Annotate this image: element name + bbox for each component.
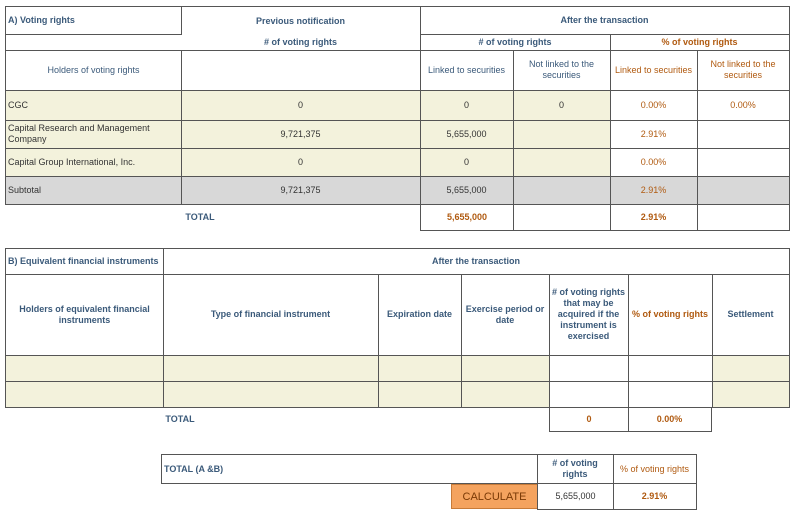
settlement-cell[interactable] [712, 381, 790, 408]
linked-pct-cell: 0.00% [610, 90, 698, 121]
section-b-total-label: TOTAL [165, 414, 195, 424]
settlement-cell[interactable] [712, 355, 790, 382]
section-a-total-not-linked [513, 204, 611, 231]
eq-holder-cell[interactable] [5, 355, 164, 382]
num-rights-acquired-header: # of voting rights that may be acquired if the instrument is exercised [549, 274, 629, 356]
linked-pct-cell: 2.91% [610, 120, 698, 149]
section-b-total-num: 0 [549, 407, 629, 432]
type-instrument-cell[interactable] [163, 381, 379, 408]
section-a-total-linked: 5,655,000 [420, 204, 514, 231]
exercise-period-cell[interactable] [461, 355, 550, 382]
settlement-header: Settlement [712, 274, 790, 356]
type-instrument-header: Type of financial instrument [163, 274, 379, 356]
linked-header: Linked to securities [420, 50, 514, 91]
num-rights-cell [549, 355, 629, 382]
holder-cell: CGC [5, 90, 182, 121]
eq-pct-cell [628, 355, 713, 382]
num-rights-cell [549, 381, 629, 408]
exercise-period-cell[interactable] [461, 381, 550, 408]
not-linked-pct-cell [697, 148, 790, 177]
subtotal-linked: 5,655,000 [420, 176, 514, 205]
eq-pct-cell [628, 381, 713, 408]
exercise-period-header: Exercise period or date [461, 274, 550, 356]
prev-blank-header [181, 50, 421, 91]
total-ab-pct: 2.91% [613, 483, 697, 510]
expiration-date-cell[interactable] [378, 381, 462, 408]
expiration-date-cell[interactable] [378, 355, 462, 382]
eq-pct-voting-rights-header: % of voting rights [628, 274, 713, 356]
linked-pct-header: Linked to securities [610, 50, 698, 91]
after-pct-voting-rights-header: % of voting rights [610, 34, 790, 51]
after-transaction-header: After the transaction [420, 6, 790, 35]
section-b-title: B) Equivalent financial instruments [5, 248, 164, 275]
subtotal-label: Subtotal [5, 176, 182, 205]
not-linked-value-cell[interactable]: 0 [513, 90, 611, 121]
not-linked-pct-header: Not linked to the securities [697, 50, 790, 91]
type-instrument-cell[interactable] [163, 355, 379, 382]
section-a-total-label: TOTAL [185, 212, 215, 222]
prev-value-cell[interactable]: 0 [181, 148, 421, 177]
calculate-button[interactable]: CALCULATE [451, 484, 538, 509]
not-linked-pct-cell: 0.00% [697, 90, 790, 121]
not-linked-header: Not linked to the securities [513, 50, 611, 91]
total-ab-num: 5,655,000 [537, 483, 614, 510]
previous-notification-header: Previous notification [181, 6, 421, 35]
subtotal-prev: 9,721,375 [181, 176, 421, 205]
linked-value-cell[interactable]: 5,655,000 [420, 120, 514, 149]
expiration-date-header: Expiration date [378, 274, 462, 356]
blank-header [5, 34, 182, 51]
linked-pct-cell: 0.00% [610, 148, 698, 177]
holder-cell: Capital Research and Management Company [5, 120, 182, 149]
subtotal-not-linked-pct [697, 176, 790, 205]
total-ab-label: TOTAL (A &B) [161, 454, 538, 484]
not-linked-value-cell[interactable] [513, 120, 611, 149]
section-b-after-transaction: After the transaction [163, 248, 790, 275]
section-a-title: A) Voting rights [5, 6, 182, 35]
prev-value-cell[interactable]: 9,721,375 [181, 120, 421, 149]
section-b-total-pct: 0.00% [628, 407, 712, 432]
linked-value-cell[interactable]: 0 [420, 90, 514, 121]
prev-value-cell[interactable]: 0 [181, 90, 421, 121]
not-linked-value-cell[interactable] [513, 148, 611, 177]
section-a-total-linked-pct: 2.91% [610, 204, 698, 231]
linked-value-cell[interactable]: 0 [420, 148, 514, 177]
eq-holder-cell[interactable] [5, 381, 164, 408]
after-num-voting-rights-header: # of voting rights [420, 34, 611, 51]
holders-header: Holders of voting rights [5, 50, 182, 91]
total-ab-num-header: # of voting rights [537, 454, 614, 484]
total-ab-pct-header: % of voting rights [613, 454, 697, 484]
eq-holders-header: Holders of equivalent financial instruments [5, 274, 164, 356]
holder-cell: Capital Group International, Inc. [5, 148, 182, 177]
not-linked-pct-cell [697, 120, 790, 149]
section-a-total-not-linked-pct [697, 204, 790, 231]
prev-num-voting-rights-header: # of voting rights [181, 34, 421, 51]
subtotal-not-linked [513, 176, 611, 205]
subtotal-linked-pct: 2.91% [610, 176, 698, 205]
